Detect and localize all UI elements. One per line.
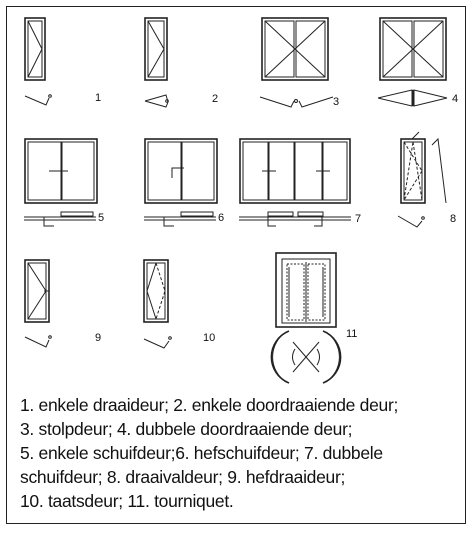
door-3-stolpdeur	[260, 18, 339, 108]
figure-caption	[20, 393, 460, 513]
caption-line-1: 1. enkele draaideur; 2. enkele doordraaiende deur;	[20, 395, 399, 415]
door-8-draaivaldeur	[398, 132, 456, 227]
door-9-hefdraaideur	[25, 260, 101, 347]
caption-line-3: 5. enkele schuifdeur;6. hefschuifdeur; 7. dubbele	[20, 443, 383, 463]
door-types-diagram	[6, 6, 466, 391]
door-11-tourniquet	[271, 253, 357, 383]
caption-line-5: 10. taatsdeur; 11. tourniquet.	[20, 491, 234, 511]
label-1: 1	[95, 92, 102, 104]
caption-line-2: 3. stolpdeur; 4. dubbele doordraaiende deur;	[20, 419, 353, 439]
label-3: 3	[333, 96, 340, 108]
label-10: 10	[203, 332, 216, 344]
label-9: 9	[95, 332, 102, 344]
door-4-dubbele-doordraaiende-deur	[378, 18, 458, 106]
door-6-hefschuifdeur	[144, 139, 224, 226]
label-7: 7	[355, 213, 362, 225]
door-10-taatsdeur	[144, 260, 215, 348]
label-6: 6	[218, 212, 225, 224]
door-2-enkele-doordraaiende-deur	[145, 18, 218, 107]
door-1-enkele-draaideur	[25, 18, 101, 105]
door-7-dubbele-schuifdeur	[239, 139, 361, 226]
label-2: 2	[212, 93, 219, 105]
caption-line-4: schuifdeur; 8. draaivaldeur; 9. hefdraaideur;	[20, 467, 346, 487]
label-11: 11	[346, 328, 358, 340]
label-5: 5	[98, 212, 105, 224]
label-8: 8	[450, 213, 457, 225]
door-5-enkele-schuifdeur	[24, 139, 104, 226]
label-4: 4	[452, 93, 459, 105]
